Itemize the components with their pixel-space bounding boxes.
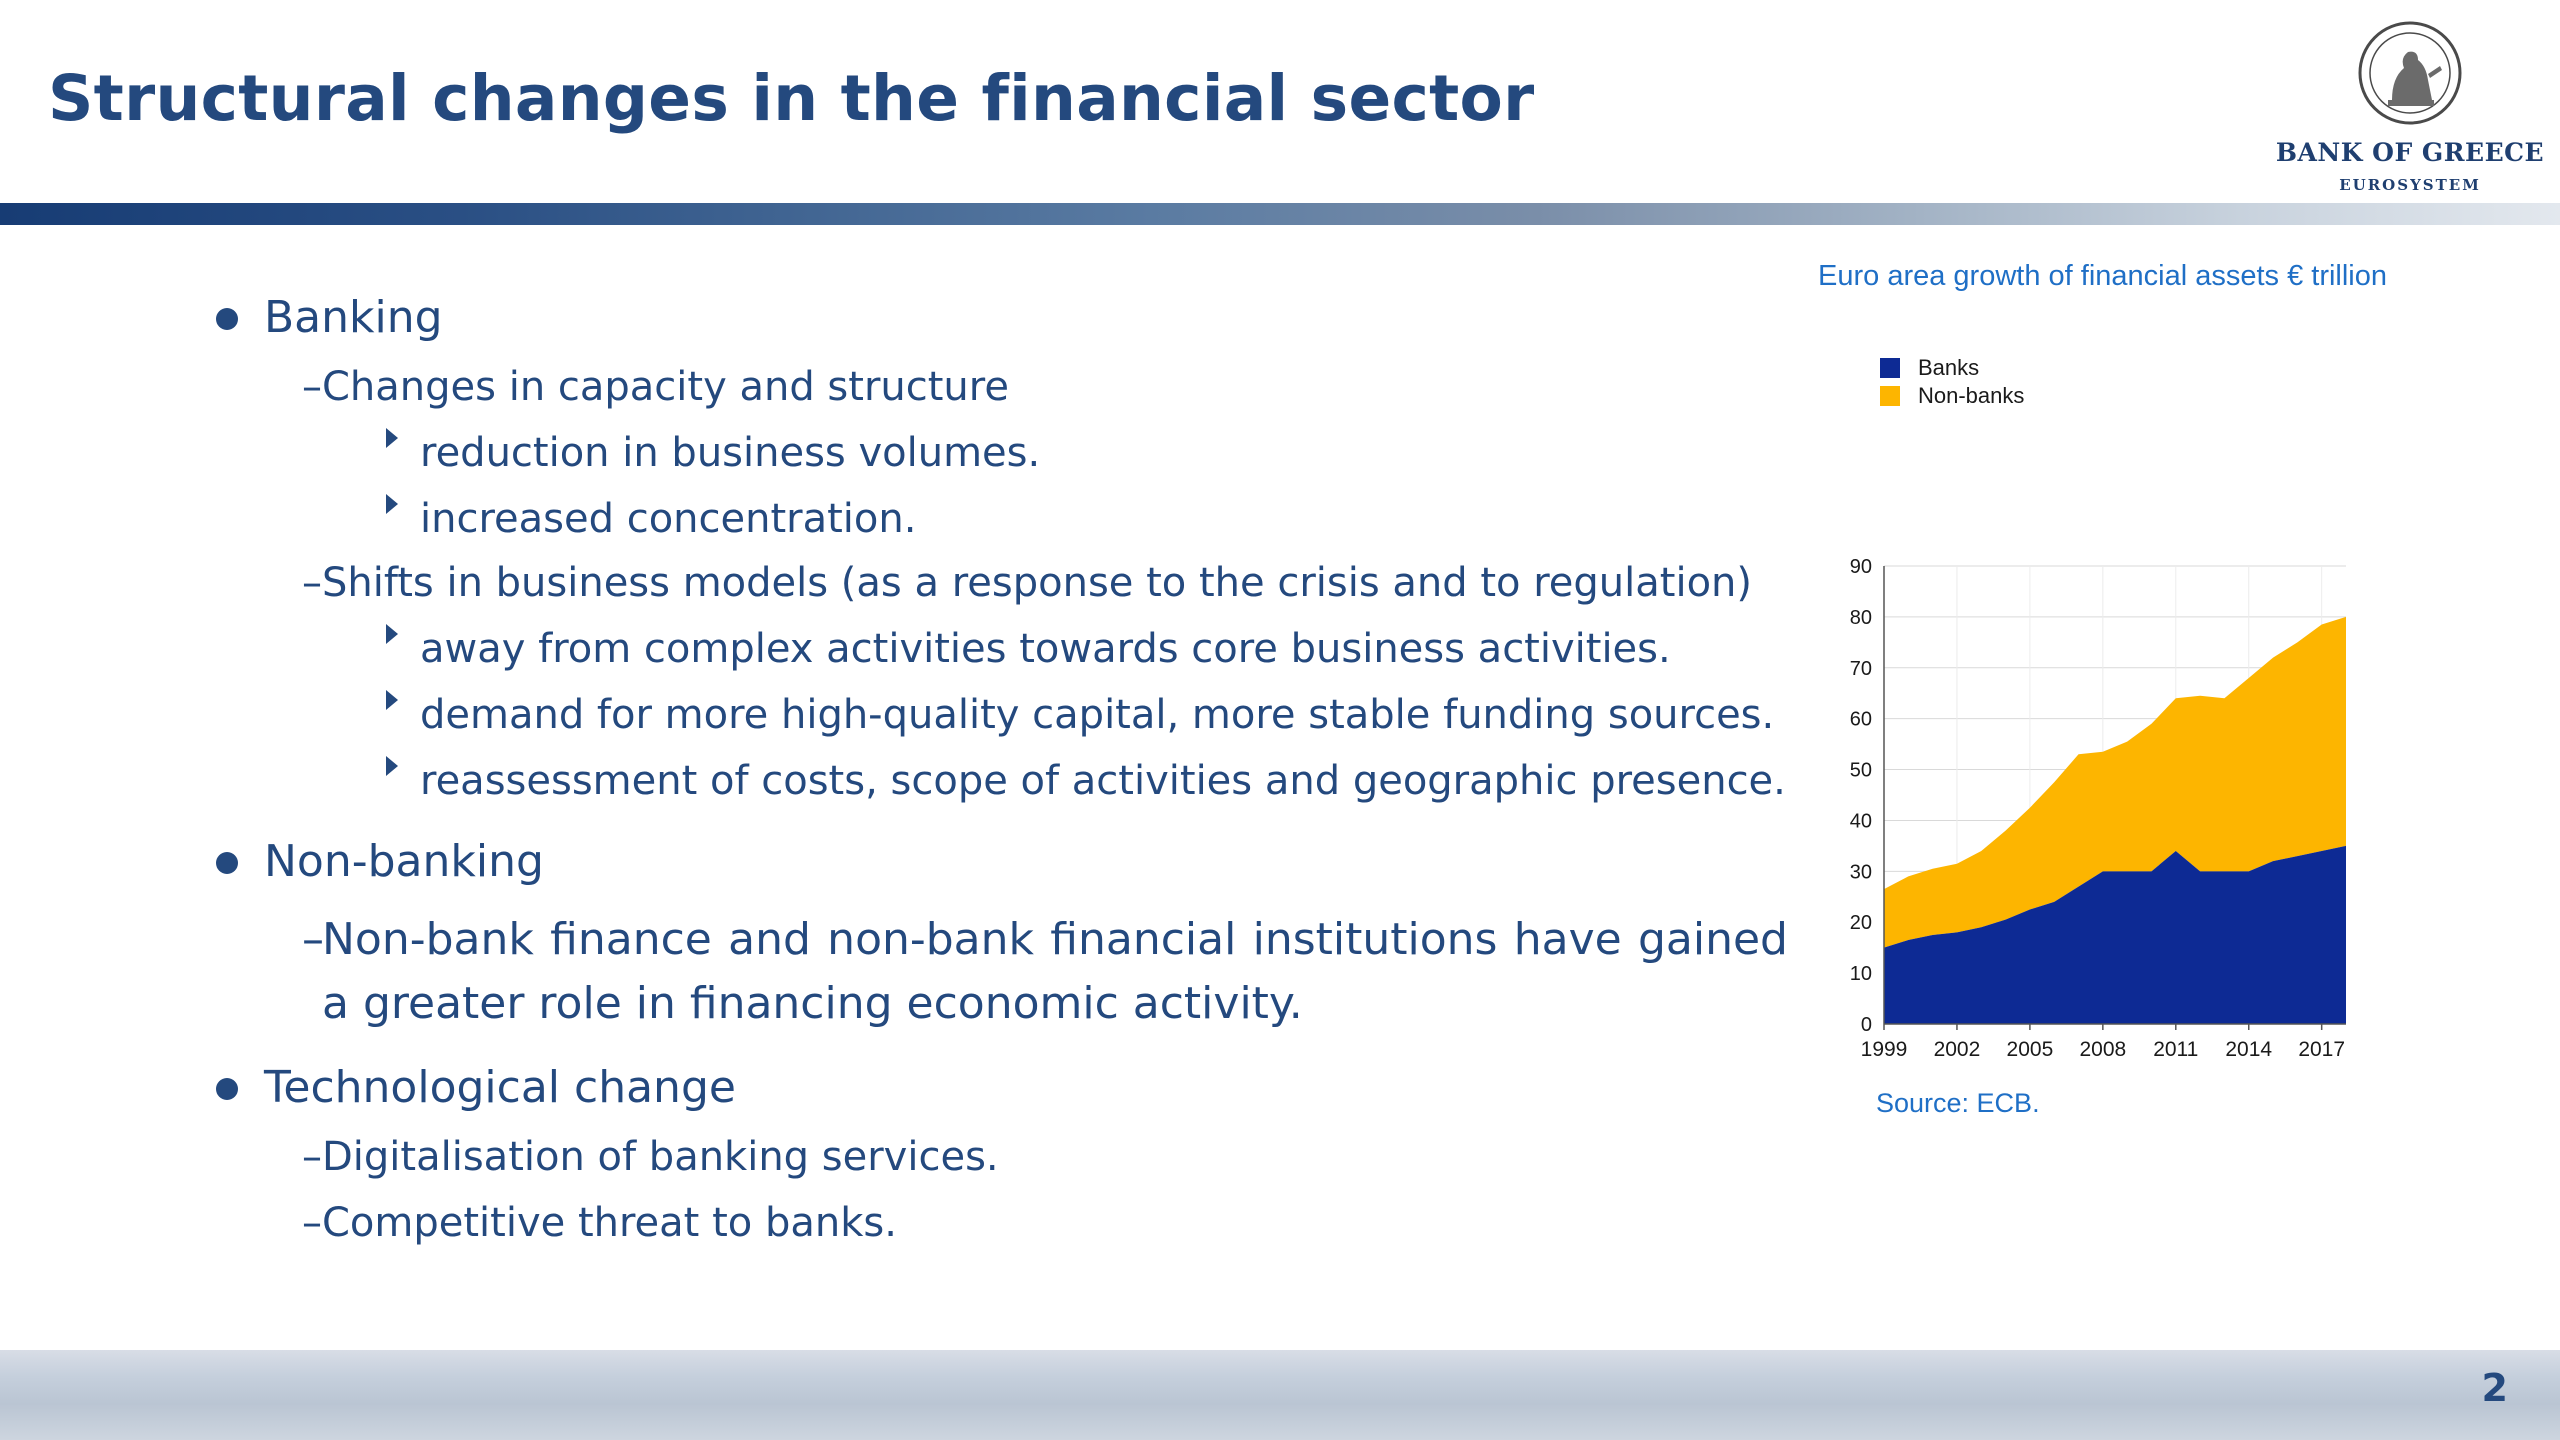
legend-item-banks <box>1880 354 2024 382</box>
x-tick-label: 2008 <box>2079 1038 2127 1061</box>
y-tick-label: 0 <box>1860 1014 1872 1036</box>
sub-bullet-digitalisation <box>302 1134 999 1180</box>
y-tick-label: 10 <box>1849 963 1872 986</box>
non-banking-paragraph <box>302 908 1788 1036</box>
sub-bullet-business-models <box>302 560 1752 606</box>
dash: – <box>302 1200 322 1246</box>
bullet-dot <box>216 308 238 330</box>
arrow-bullet-icon <box>386 690 398 710</box>
slide-title: Structural changes in the financial sector <box>48 62 1535 135</box>
arrow-bullet-icon <box>386 494 398 514</box>
chart-legend <box>1880 354 2024 410</box>
y-tick-label: 90 <box>1849 556 1872 578</box>
arrow-bullet-icon <box>386 624 398 644</box>
sub-bullet-capacity <box>302 364 1009 410</box>
x-tick-label: 2014 <box>2225 1038 2273 1061</box>
sub-bullet-text: Competitive threat to banks. <box>322 1200 897 1246</box>
dash: – <box>302 364 322 410</box>
dash: – <box>302 1134 322 1180</box>
y-tick-label: 30 <box>1849 861 1872 884</box>
sub-bullet-competitive-threat <box>302 1200 897 1246</box>
page-number: 2 <box>2481 1366 2508 1410</box>
seal-icon <box>2348 18 2472 128</box>
chart-source: Source: ECB. <box>1876 1088 2040 1118</box>
arrow-bullet-icon <box>386 756 398 776</box>
y-tick-label: 50 <box>1849 759 1872 782</box>
y-tick-label: 80 <box>1849 606 1872 629</box>
chart-title: Euro area growth of financial assets € trillion <box>1818 260 2388 292</box>
logo-name: BANK OF GREECE <box>2275 138 2545 167</box>
dash: – <box>302 914 324 965</box>
dash: – <box>302 560 322 606</box>
x-tick-label: 1999 <box>1860 1038 1908 1061</box>
legend-item-non-banks <box>1880 382 2024 410</box>
bullet-banking: Banking <box>264 292 443 343</box>
arrow-bullet-icon <box>386 428 398 448</box>
bullet-non-banking: Non-banking <box>264 836 544 887</box>
legend-swatch-non-banks <box>1880 386 1900 406</box>
sub-bullet-text: Shifts in business models (as a response to the crisis and to regulation) <box>322 560 1752 606</box>
sub-bullet-text: Changes in capacity and structure <box>322 364 1009 410</box>
bullet-dot <box>216 1078 238 1100</box>
bullet-technological-change: Technological change <box>264 1062 736 1113</box>
y-tick-label: 40 <box>1849 810 1872 833</box>
item-reduction: reduction in business volumes. <box>420 430 1041 476</box>
footer-band <box>0 1350 2560 1440</box>
item-reassessment: reassessment of costs, scope of activities and geographic presence. <box>420 758 1786 804</box>
item-capital-demand: demand for more high-quality capital, more stable funding sources. <box>420 692 1775 738</box>
y-tick-label: 70 <box>1849 657 1872 680</box>
x-tick-label: 2011 <box>2153 1038 2199 1061</box>
legend-label-non-banks: Non-banks <box>1918 383 2025 408</box>
bullet-dot <box>216 852 238 874</box>
legend-label-banks: Banks <box>1918 355 1980 380</box>
item-concentration: increased concentration. <box>420 496 917 542</box>
x-tick-label: 2017 <box>2298 1038 2346 1061</box>
legend-swatch-banks <box>1880 358 1900 378</box>
financial-assets-area-chart <box>1820 540 2380 1070</box>
y-tick-label: 60 <box>1849 708 1872 731</box>
non-banking-text: Non-bank finance and non-bank financial institutions have gained a greater role in financing economic activity. <box>322 914 1788 1029</box>
x-tick-label: 2005 <box>2006 1038 2054 1061</box>
x-tick-label: 2002 <box>1933 1038 1981 1061</box>
logo-subtitle: EUROSYSTEM <box>2339 176 2481 194</box>
bank-of-greece-logo <box>2270 18 2550 194</box>
y-tick-label: 20 <box>1849 912 1872 935</box>
item-away-from-complex: away from complex activities towards core business activities. <box>420 626 1671 672</box>
sub-bullet-text: Digitalisation of banking services. <box>322 1134 999 1180</box>
